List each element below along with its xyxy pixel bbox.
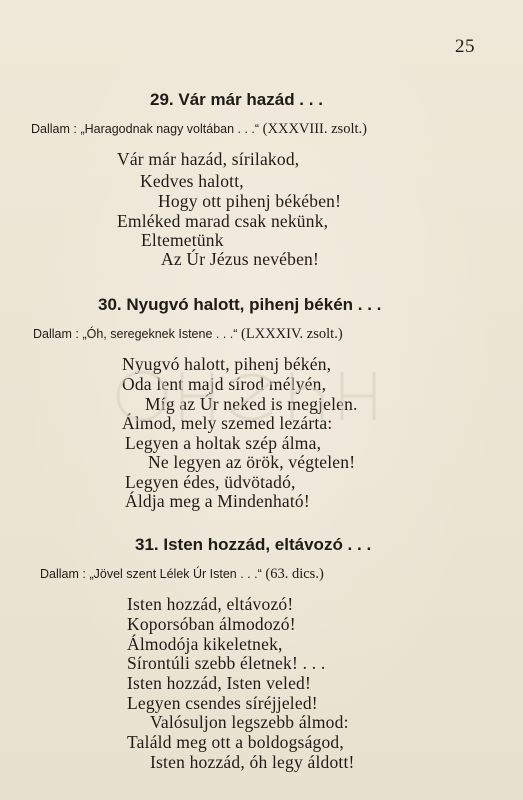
melody-title: „Haragodnak nagy voltában . . .“	[80, 122, 260, 136]
melody-label: Dallam :	[40, 567, 86, 581]
verse-line: Emléked marad csak nekünk,	[117, 211, 329, 231]
verse-line: Nyugvó halott, pihenj békén,	[122, 354, 332, 374]
verse-line: Vár már hazád, sírilakod,	[117, 149, 300, 169]
verse-line: Találd meg ott a boldogságod,	[127, 732, 344, 752]
verse-line: Sírontúli szebb életnek! . . .	[127, 653, 326, 673]
verse-line: Eltemetünk	[141, 230, 224, 250]
verse-line: Koporsóban álmodozó!	[127, 614, 296, 634]
melody-hymn-ref: (63. dics.)	[265, 566, 324, 582]
hymn-heading: 31. Isten hozzád, eltávozó . . .	[135, 535, 372, 554]
verse-line: Legyen csendes síréjjeled!	[127, 693, 318, 713]
melody-reference	[40, 566, 324, 583]
verse-line: Ne legyen az örök, végtelen!	[148, 452, 356, 472]
verse-line: Isten hozzád, óh legy áldott!	[150, 752, 355, 772]
verse-line: Az Úr Jézus nevében!	[161, 249, 320, 269]
melody-psalm-ref: (XXXVIII. zsolt.)	[262, 121, 367, 137]
verse-line: Valósuljon legszebb álmod:	[150, 712, 349, 732]
hymn-heading: 29. Vár már hazád . . .	[150, 90, 323, 109]
verse-line: Legyen édes, üdvötadó,	[125, 472, 296, 492]
verse-line: Áldja meg a Mindenható!	[125, 491, 310, 511]
verse-line: Oda lent majd sírod mélyén,	[122, 374, 327, 394]
melody-title: „Jövel szent Lélek Úr Isten . . .“	[89, 567, 262, 581]
hymn-heading: 30. Nyugvó halott, pihenj békén . . .	[98, 295, 382, 314]
melody-reference	[33, 326, 343, 343]
verse-line: Hogy ott pihenj békében!	[158, 191, 342, 211]
page-number: 25	[455, 36, 475, 57]
verse-line: Míg az Úr neked is megjelen.	[145, 394, 358, 414]
verse-line: Isten hozzád, eltávozó!	[127, 594, 294, 614]
melody-title: „Óh, seregeknek Istene . . .“	[82, 327, 238, 341]
verse-line: Isten hozzád, Isten veled!	[127, 673, 312, 693]
melody-psalm-ref: (LXXXIV. zsolt.)	[241, 326, 343, 342]
melody-label: Dallam :	[33, 327, 79, 341]
melody-label: Dallam :	[31, 122, 77, 136]
verse-line: Legyen a holtak szép álma,	[125, 433, 322, 453]
verse-line: Álmodója kikeletnek,	[127, 634, 283, 654]
melody-reference	[31, 121, 367, 138]
verse-line: Álmod, mely szemed lezárta:	[122, 413, 333, 433]
verse-line: Kedves halott,	[140, 171, 244, 191]
